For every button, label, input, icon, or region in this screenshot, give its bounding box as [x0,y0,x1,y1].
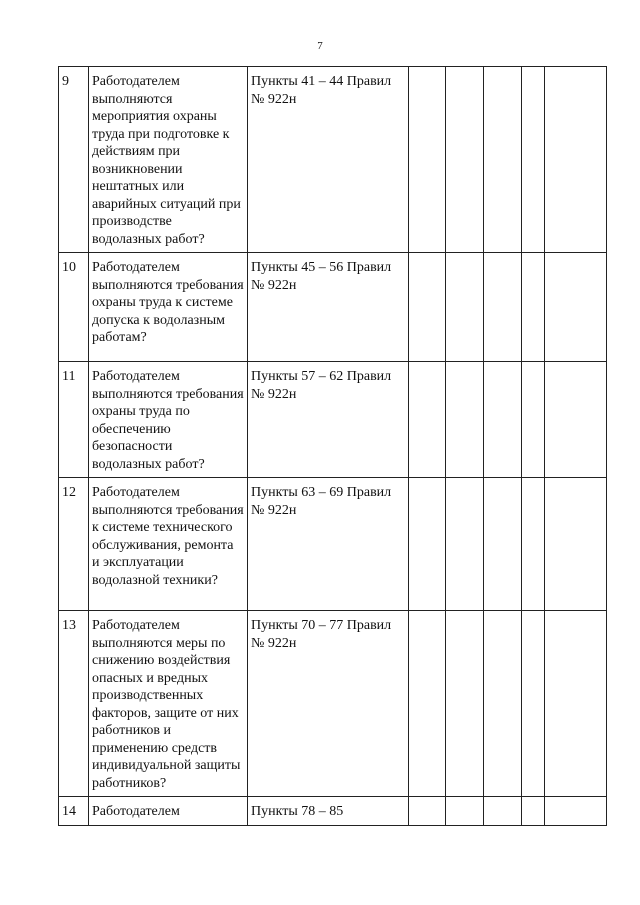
notes-cell[interactable] [545,478,607,611]
answer-cell-not-applicable[interactable] [484,253,522,362]
answer-cell-extra[interactable] [522,797,545,826]
answer-cell-no[interactable] [446,253,484,362]
requirement-reference: Пункты 63 – 69 Правил № 922н [248,478,409,611]
row-number: 12 [59,478,89,611]
notes-cell[interactable] [545,67,607,253]
row-number: 11 [59,362,89,478]
answer-cell-yes[interactable] [409,797,446,826]
answer-cell-not-applicable[interactable] [484,611,522,797]
question-text: Работодателем выполняются требования охраны труда по обеспечению безопасности водолазных работ? [89,362,248,478]
notes-cell[interactable] [545,611,607,797]
row-number: 9 [59,67,89,253]
answer-cell-yes[interactable] [409,362,446,478]
answer-cell-yes[interactable] [409,253,446,362]
answer-cell-no[interactable] [446,362,484,478]
requirement-reference: Пункты 70 – 77 Правил № 922н [248,611,409,797]
table-row [59,253,607,362]
notes-cell[interactable] [545,253,607,362]
requirement-reference: Пункты 57 – 62 Правил № 922н [248,362,409,478]
answer-cell-no[interactable] [446,611,484,797]
notes-cell[interactable] [545,362,607,478]
page-number: 7 [317,40,323,52]
answer-cell-extra[interactable] [522,362,545,478]
answer-cell-no[interactable] [446,67,484,253]
table-row [59,67,607,253]
answer-cell-not-applicable[interactable] [484,797,522,826]
answer-cell-yes[interactable] [409,611,446,797]
answer-cell-yes[interactable] [409,67,446,253]
question-text: Работодателем выполняются мероприятия охраны труда при подготовке к действиям при возникновении нештатных или аварийных ситуаций при производстве водолазных работ? [89,67,248,253]
answer-cell-not-applicable[interactable] [484,478,522,611]
question-text: Работодателем выполняются меры по снижению воздействия опасных и вредных производственных факторов, защите от них работников и применению средств индивидуальной защиты работников? [89,611,248,797]
table-row [59,478,607,611]
answer-cell-extra[interactable] [522,67,545,253]
row-number: 13 [59,611,89,797]
answer-cell-not-applicable[interactable] [484,67,522,253]
answer-cell-extra[interactable] [522,478,545,611]
table-row [59,362,607,478]
checklist-table [58,66,607,826]
row-number: 10 [59,253,89,362]
question-text: Работодателем [89,797,248,826]
table-row [59,611,607,797]
requirement-reference: Пункты 41 – 44 Правил № 922н [248,67,409,253]
answer-cell-no[interactable] [446,478,484,611]
answer-cell-no[interactable] [446,797,484,826]
answer-cell-not-applicable[interactable] [484,362,522,478]
requirement-reference: Пункты 78 – 85 [248,797,409,826]
question-text: Работодателем выполняются требования охраны труда к системе допуска к водолазным работам? [89,253,248,362]
answer-cell-extra[interactable] [522,611,545,797]
answer-cell-yes[interactable] [409,478,446,611]
row-number: 14 [59,797,89,826]
answer-cell-extra[interactable] [522,253,545,362]
notes-cell[interactable] [545,797,607,826]
table-row [59,797,607,826]
question-text: Работодателем выполняются требования к системе технического обслуживания, ремонта и эксплуатации водолазной техники? [89,478,248,611]
requirement-reference: Пункты 45 – 56 Правил № 922н [248,253,409,362]
